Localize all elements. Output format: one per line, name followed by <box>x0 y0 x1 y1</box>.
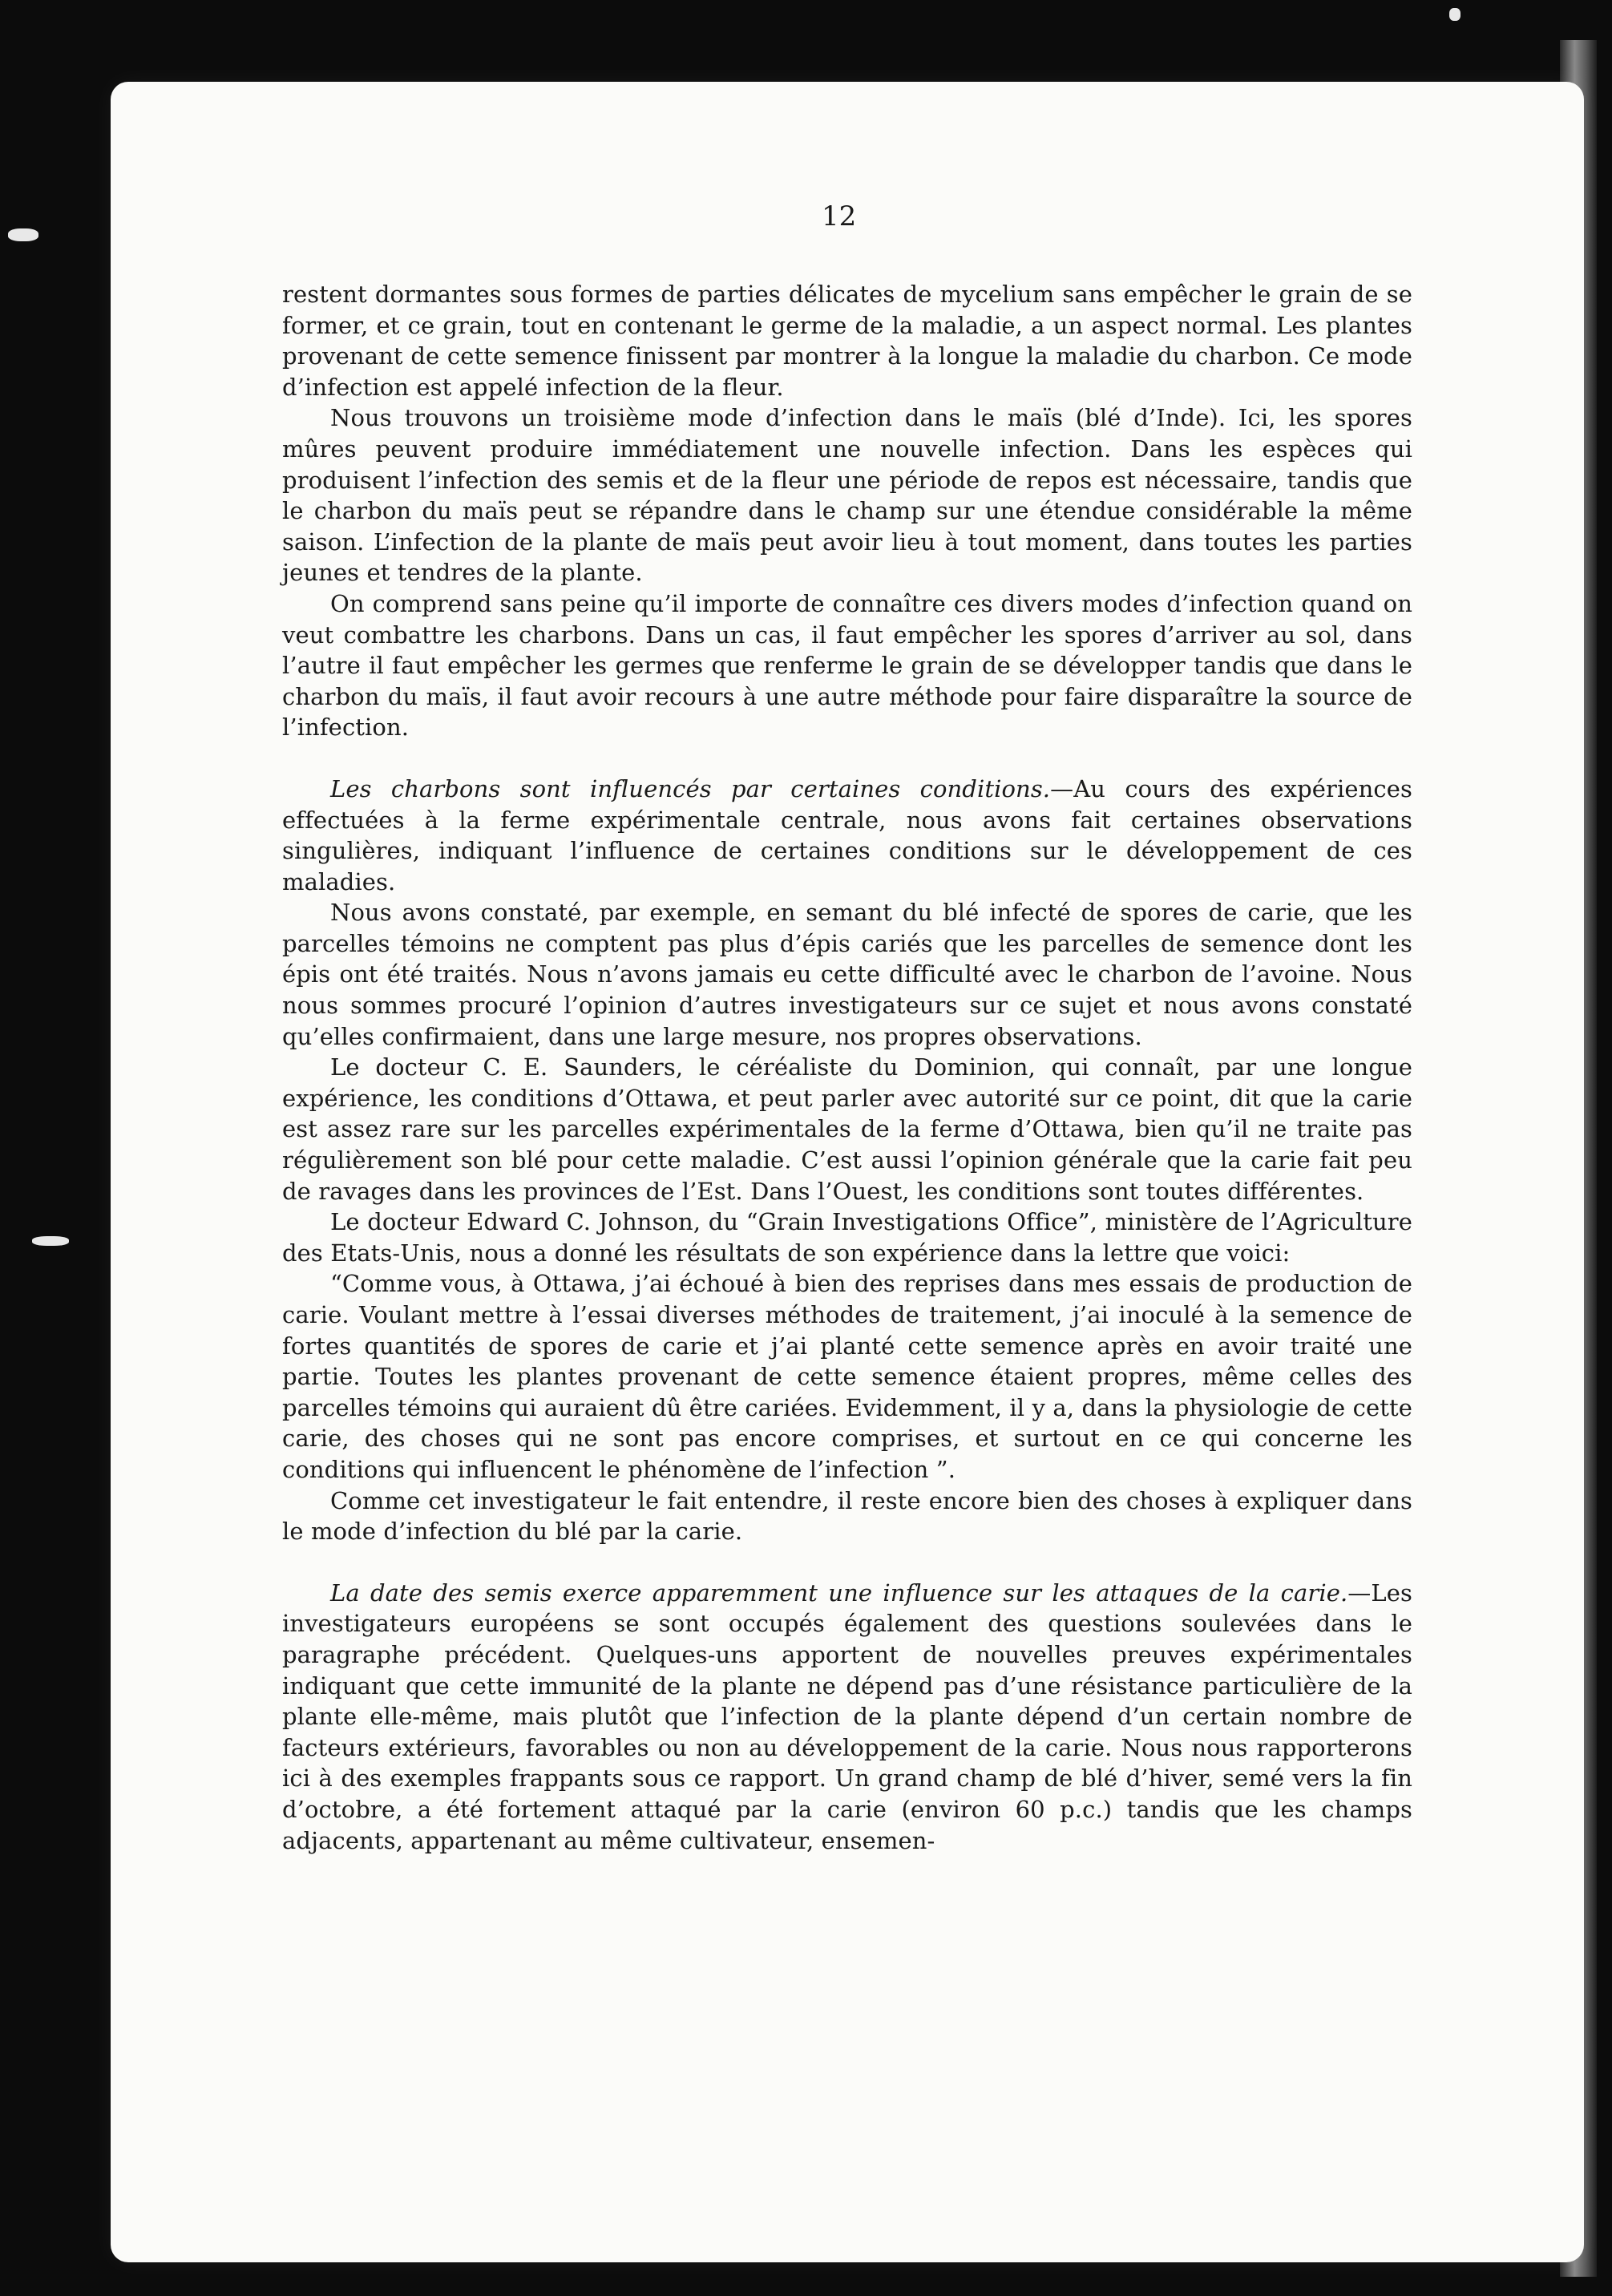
paragraph-text: Le docteur C. E. Saunders, le céréaliste du Dominion, qui connaît, par une longue expérience, les conditions d’Ottawa, et peut parler avec autorité sur ce point, dit que la carie est assez rare sur les parcelles expérimentales de la ferme d’Ottawa, bien qu’il ne traite pas régulièrement son blé pour cette maladie. C’est aussi l’opinion générale que la carie fait peu de ravages dans les provinces de l’Est. Dans l’Ouest, les conditions sont toutes différentes. <box>282 1053 1412 1205</box>
dust-speck <box>32 1236 69 1246</box>
paragraph <box>282 1052 1412 1207</box>
page-number: 12 <box>822 200 857 232</box>
paragraph <box>282 279 1412 402</box>
body-text <box>282 279 1412 1856</box>
paragraph <box>282 1207 1412 1268</box>
paragraph-text: “Comme vous, à Ottawa, j’ai échoué à bien des reprises dans mes essais de production de carie. Voulant mettre à l’essai diverses méthodes de traitement, j’ai inoculé à la semence de fortes quantités de spores de carie et j’ai planté cette semence après en avoir traité une partie. Toutes les plantes provenant de cette semence étaient propres, même celles des parcelles témoins qui auraient dû être cariées. Evidemment, il y a, dans la physiologie de cette carie, des choses qui ne sont pas encore comprises, et surtout en ce qui concerne les conditions qui influencent le phénomène de l’infection ”. <box>282 1270 1412 1483</box>
dust-speck <box>1449 8 1460 21</box>
paragraph <box>282 402 1412 588</box>
paragraph <box>282 897 1412 1052</box>
dust-speck <box>8 228 38 241</box>
paragraph-text: Comme cet investigateur le fait entendre, il reste encore bien des choses à expliquer dans le mode d’infection du blé par la carie. <box>282 1486 1412 1546</box>
paragraph-text: —Au cours des expériences effectuées à la ferme expérimentale centrale, nous avons fait certaines observations singulières, indiquant l’influence de certaines conditions sur le développement de ces maladies. <box>282 774 1412 895</box>
paragraph-text: Nous avons constaté, par exemple, en semant du blé infecté de spores de carie, que les parcelles témoins ne comptent pas plus d’épis cariés que les parcelles de semence dont les épis ont été traités. Nous n’avons jamais eu cette difficulté avec le charbon de l’avoine. Nous nous sommes procuré l’opinion d’autres investigateurs sur ce sujet et nous avons constaté qu’elles confirmaient, dans une large mesure, nos propres observations. <box>282 899 1412 1050</box>
paragraph-text: Nous trouvons un troisième mode d’infection dans le maïs (blé d’Inde). Ici, les spores mûres peuvent produire immédiatement une nouvelle infection. Dans les espèces qui produisent l’infection des semis et de la fleur une période de repos est nécessaire, tandis que le charbon du maïs peut se répandre dans le champ sur une étendue considérable la même saison. L’infection de la plante de maïs peut avoir lieu à tout moment, dans toutes les parties jeunes et tendres de la plante. <box>282 404 1412 587</box>
paragraph <box>282 1268 1412 1485</box>
paragraph-text: Le docteur Edward C. Johnson, du “Grain Investigations Office”, ministère de l’Agriculture des Etats-Unis, nous a donné les résultats de son expérience dans la lettre que voici: <box>282 1208 1412 1267</box>
paragraph <box>282 588 1412 743</box>
section-lead-italic: Les charbons sont influencés par certaines conditions. <box>330 774 1051 802</box>
paragraph-text: On comprend sans peine qu’il importe de connaître ces divers modes d’infection quand on veut combattre les charbons. Dans un cas, il faut empêcher les spores d’arriver au sol, dans l’autre il faut empêcher les germes que renferme le grain de se développer tandis que dans le charbon du maïs, il faut avoir recours à une autre méthode pour faire disparaître la source de l’infection. <box>282 589 1412 742</box>
paragraph <box>282 1486 1412 1547</box>
paragraph-text: restent dormantes sous formes de parties délicates de mycelium sans empêcher le grain de se former, et ce grain, tout en contenant le germe de la maladie, a un aspect normal. Les plantes provenant de cette semence finissent par montrer à la longue la maladie du charbon. Ce mode d’infection est appelé infection de la fleur. <box>282 281 1412 401</box>
paragraph <box>282 774 1412 897</box>
paragraph-text: —Les investigateurs européens se sont occupés également des questions soulevées dans le paragraphe précédent. Quelques-uns apportent de nouvelles preuves expérimentales indiquant que cette immunité de la plante ne dépend pas d’une résistance particulière de la plante elle-même, mais plutôt que l’infection de la plante dépend d’un certain nombre de facteurs extérieurs, favorables ou non au développement de la carie. Nous nous rapporterons ici à des exemples frappants sous ce rapport. Un grand champ de blé d’hiver, semé vers la fin d’octobre, a été fortement attaqué par la carie (environ 60 p.c.) tandis que les champs adjacents, appartenant au même cultivateur, ensemen- <box>282 1578 1412 1854</box>
section-lead-italic: La date des semis exerce apparemment une influence sur les attaques de la carie. <box>330 1578 1348 1607</box>
paragraph <box>282 1578 1412 1856</box>
